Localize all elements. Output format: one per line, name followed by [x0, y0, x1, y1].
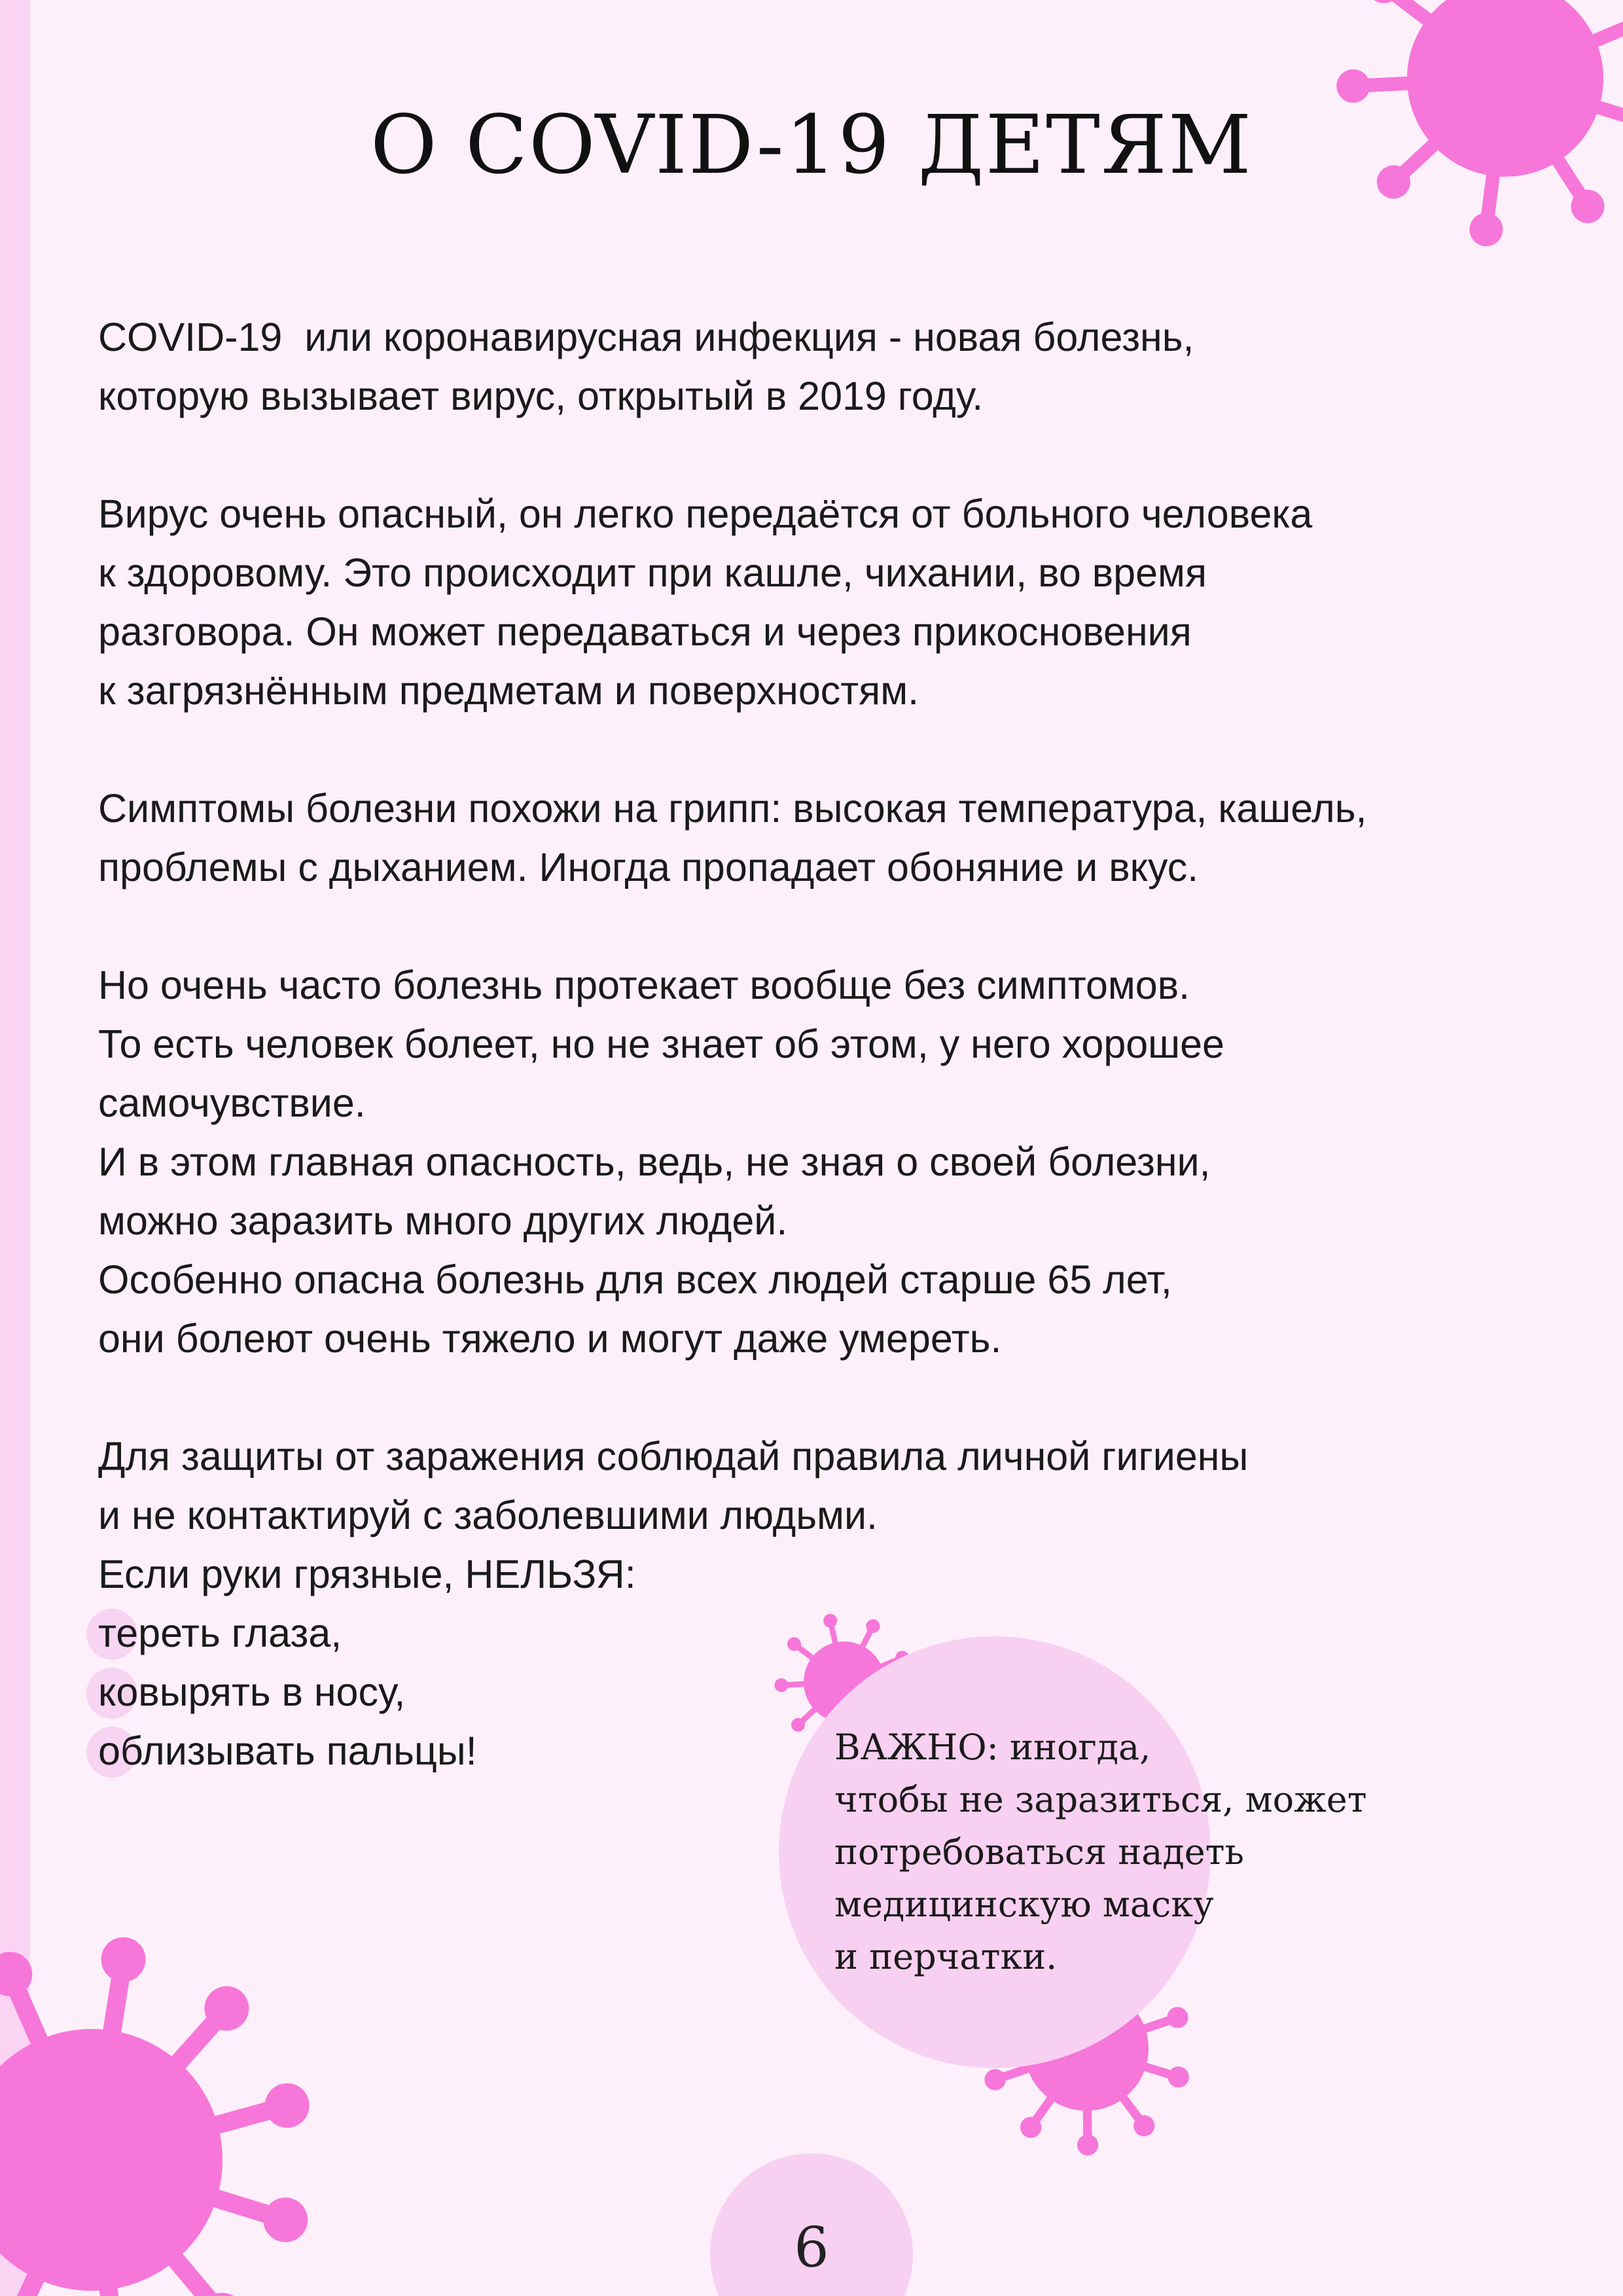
text-line: разговора. Он может передаваться и через прикосновения: [98, 609, 1192, 654]
callout-line: потребоваться надеть: [834, 1831, 1244, 1873]
text-line: можно заразить много других людей.: [98, 1198, 788, 1243]
text-line: и не контактируй с заболевшими людьми.: [98, 1493, 878, 1537]
text-line: проблемы с дыханием. Иногда пропадает обоняние и вкус.: [98, 845, 1199, 889]
text-line: И в этом главная опасность, ведь, не зная о своей болезни,: [98, 1139, 1211, 1184]
list-item-label: облизывать пальцы!: [98, 1729, 477, 1773]
important-callout: [834, 1721, 1367, 1983]
text-line: Но очень часто болезнь протекает вообще без симптомов.: [98, 963, 1190, 1007]
text-line: самочувствие.: [98, 1081, 366, 1125]
text-line: к загрязнённым предметам и поверхностям.: [98, 668, 919, 713]
text-line: Вирус очень опасный, он легко передаётся от больного человека: [98, 492, 1313, 536]
text-line: COVID-19 или коронавирусная инфекция - новая болезнь,: [98, 315, 1194, 359]
callout-line: ВАЖНО: иногда,: [834, 1727, 1151, 1768]
list-item-label: ковырять в носу,: [98, 1670, 406, 1714]
callout-line: чтобы не заразиться, может: [834, 1779, 1367, 1820]
page-number: 6: [794, 2215, 829, 2280]
virus-icon: [0, 1898, 353, 2296]
paragraph: [98, 779, 1505, 897]
paragraph: [98, 956, 1505, 1368]
list-item-label: тереть глаза,: [98, 1611, 342, 1655]
text-line: То есть человек болеет, но не знает об этом, у него хорошее: [98, 1022, 1224, 1066]
text-line: Если руки грязные, НЕЛЬЗЯ:: [98, 1552, 636, 1596]
text-line: Симптомы болезни похожи на грипп: высокая температура, кашель,: [98, 786, 1367, 831]
paragraph: [98, 308, 1505, 425]
text-line: они болеют очень тяжело и могут даже умереть.: [98, 1316, 1002, 1361]
text-line: которую вызывает вирус, открытый в 2019 году.: [98, 374, 984, 418]
text-line: Особенно опасна болезнь для всех людей старше 65 лет,: [98, 1257, 1172, 1302]
callout-line: медицинскую маску: [834, 1884, 1214, 1925]
text-line: к здоровому. Это происходит при кашле, чихании, во время: [98, 550, 1207, 595]
text-line: Для защиты от заражения соблюдай правила личной гигиены: [98, 1434, 1249, 1479]
list-item: [98, 1604, 1505, 1662]
page-title: О COVID-19 ДЕТЯМ: [370, 98, 1253, 192]
list-item: [98, 1662, 1505, 1721]
paragraph: [98, 1427, 1505, 1604]
paragraph: [98, 484, 1505, 720]
callout-line: и перчатки.: [834, 1936, 1058, 1977]
main-text: [98, 308, 1505, 1780]
